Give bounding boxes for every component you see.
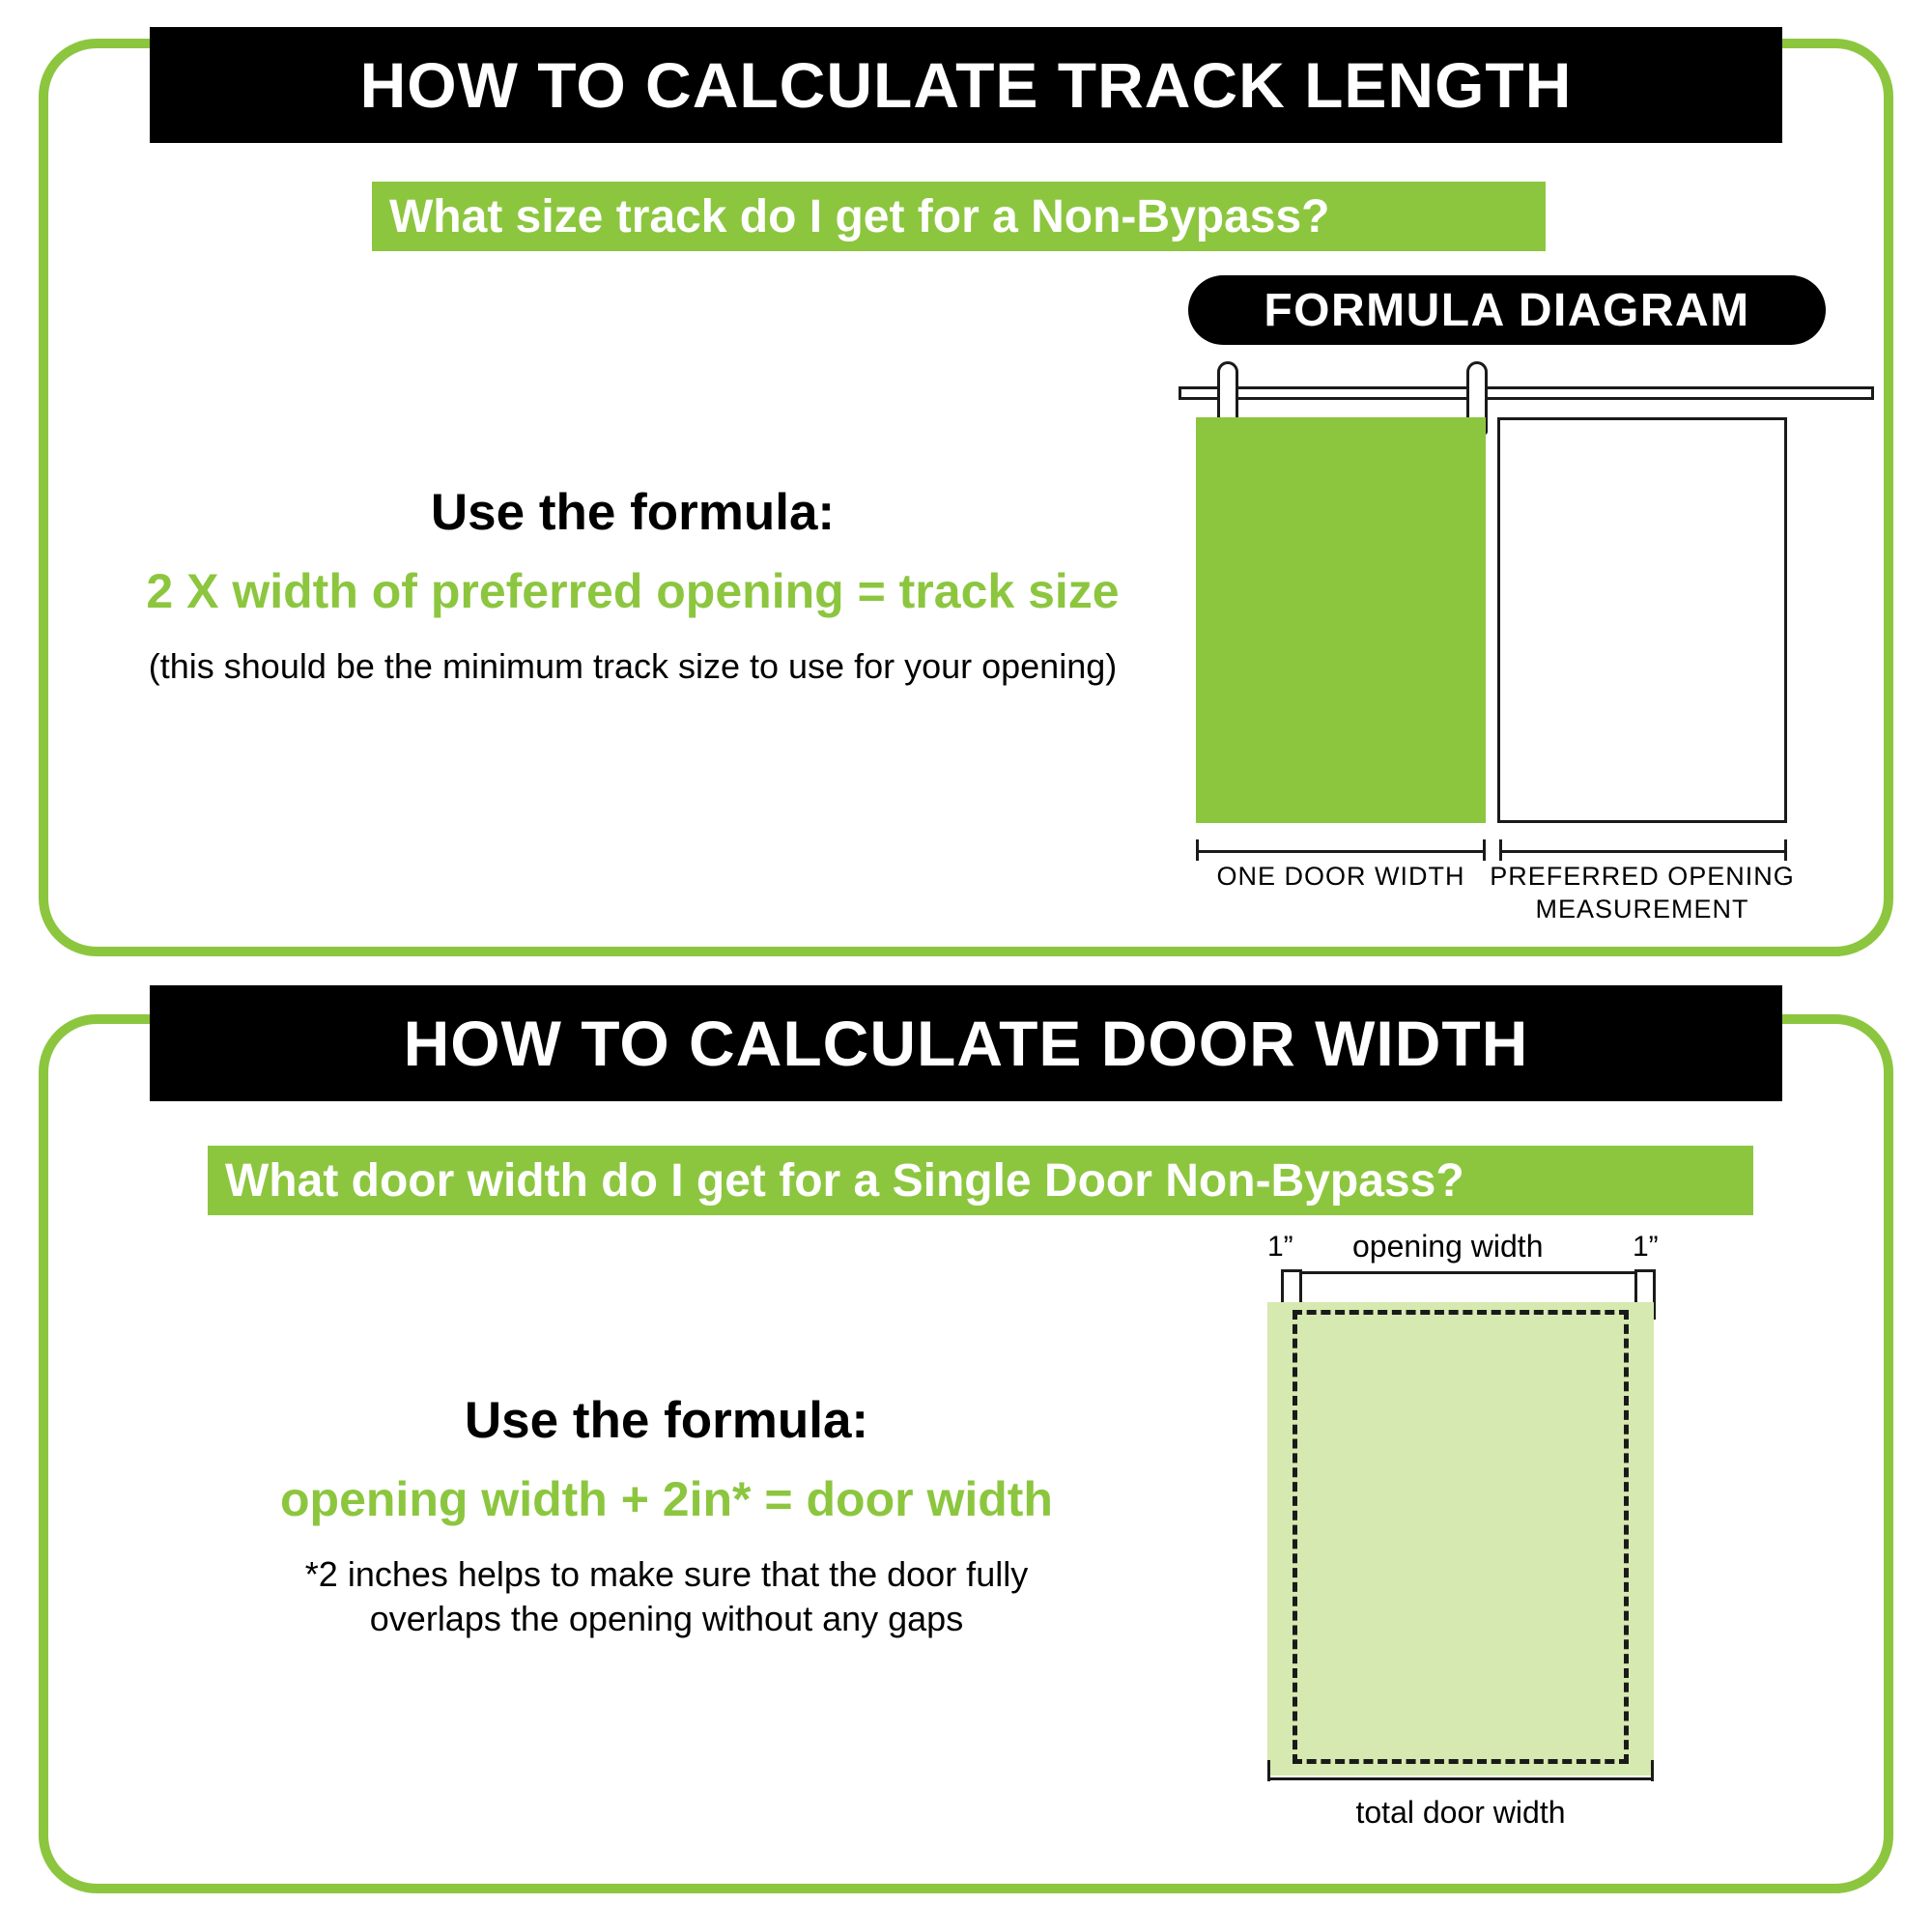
door-width-banner: HOW TO CALCULATE DOOR WIDTH bbox=[150, 985, 1782, 1101]
total-door-width-tick-right bbox=[1651, 1760, 1654, 1781]
preferred-opening-label-line2: MEASUREMENT bbox=[1535, 895, 1749, 923]
door-formula-note-line2: overlaps the opening without any gaps bbox=[369, 1599, 964, 1639]
door-formula-block bbox=[174, 1391, 1159, 1641]
door-panel-green bbox=[1196, 417, 1486, 823]
opening-outline-dashed bbox=[1293, 1310, 1629, 1764]
one-door-width-tick-left bbox=[1196, 839, 1199, 861]
track-length-subtitle: What size track do I get for a Non-Bypass? bbox=[372, 182, 1546, 251]
door-width-diagram bbox=[1246, 1229, 1864, 1874]
door-use-formula-label: Use the formula: bbox=[464, 1392, 869, 1449]
opening-width-dim-line bbox=[1302, 1271, 1634, 1274]
track-rail bbox=[1179, 386, 1874, 400]
preferred-opening-label-line1: PREFERRED OPENING bbox=[1490, 862, 1795, 891]
track-formula-note: (this should be the minimum track size to use for your opening) bbox=[148, 646, 1118, 686]
track-formula-text: 2 X width of preferred opening = track size bbox=[146, 564, 1120, 618]
one-door-width-tick-right bbox=[1483, 839, 1486, 861]
total-door-width-tick-left bbox=[1267, 1760, 1270, 1781]
one-door-width-dim-line bbox=[1196, 850, 1486, 853]
total-door-width-label: total door width bbox=[1355, 1795, 1566, 1830]
preferred-opening-tick-left bbox=[1499, 839, 1502, 861]
track-formula-diagram bbox=[1159, 367, 1893, 947]
one-door-width-label: ONE DOOR WIDTH bbox=[1216, 862, 1465, 891]
right-gap-inch-label: 1” bbox=[1633, 1231, 1659, 1263]
preferred-opening-dim-line bbox=[1499, 850, 1787, 853]
opening-panel-white bbox=[1497, 417, 1787, 823]
opening-width-label: opening width bbox=[1352, 1229, 1544, 1264]
track-length-banner: HOW TO CALCULATE TRACK LENGTH bbox=[150, 27, 1782, 143]
formula-diagram-pill: FORMULA DIAGRAM bbox=[1188, 275, 1826, 345]
door-formula-note-line1: *2 inches helps to make sure that the door fully bbox=[304, 1554, 1029, 1594]
left-gap-inch-label: 1” bbox=[1267, 1231, 1293, 1263]
track-formula-block bbox=[58, 483, 1208, 689]
door-width-subtitle: What door width do I get for a Single Door Non-Bypass? bbox=[208, 1146, 1753, 1215]
track-use-formula-label: Use the formula: bbox=[430, 484, 836, 541]
door-formula-text: opening width + 2in* = door width bbox=[280, 1472, 1053, 1526]
preferred-opening-tick-right bbox=[1784, 839, 1787, 861]
total-door-width-dim-line bbox=[1267, 1777, 1654, 1780]
